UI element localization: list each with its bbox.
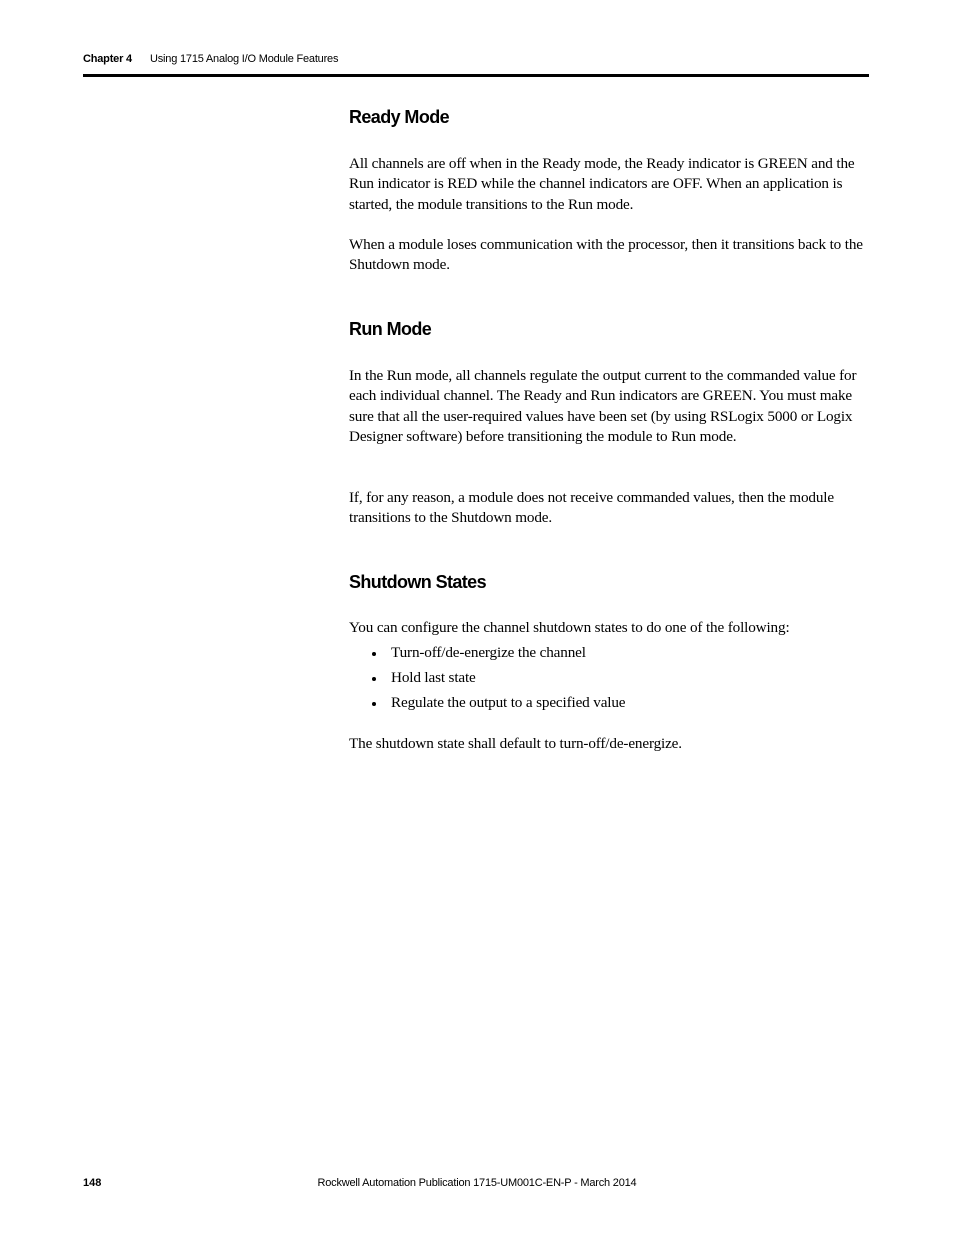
ready-mode-heading: Ready Mode bbox=[349, 107, 450, 127]
shutdown-closing-paragraph: The shutdown state shall default to turn-off/de-energize. bbox=[349, 735, 682, 752]
bullet-icon bbox=[372, 652, 376, 656]
chapter-label: Chapter 4 bbox=[83, 53, 132, 65]
running-header bbox=[83, 53, 339, 65]
list-item: Regulate the output to a specified value bbox=[349, 693, 625, 718]
chapter-title: Using 1715 Analog I/O Module Features bbox=[150, 53, 339, 65]
ready-mode-paragraph-1: All channels are off when in the Ready mode, the Ready indicator is GREEN and the Run indicator is RED while the channel indicators are OFF. When an application is started, the module transitions to the Run mode. bbox=[349, 155, 855, 213]
run-mode-paragraph-1: In the Run mode, all channels regulate the output current to the commanded value for each individual channel. The Ready and Run indicators are GREEN. You must make sure that all the user-required values have been set (by using RSLogix 5000 or Logix Designer software) before transitioning the module to Run mode. bbox=[349, 367, 857, 445]
shutdown-states-heading: Shutdown States bbox=[349, 572, 487, 592]
run-mode-heading: Run Mode bbox=[349, 319, 432, 339]
run-mode-paragraph-2: If, for any reason, a module does not receive commanded values, then the module transitions to the Shutdown mode. bbox=[349, 489, 834, 527]
page-number: 148 bbox=[83, 1177, 102, 1189]
header-rule bbox=[83, 74, 869, 77]
bullet-icon bbox=[372, 702, 376, 706]
publication-footer: Rockwell Automation Publication 1715-UM001C-EN-P - March 2014 bbox=[317, 1177, 637, 1189]
list-item: Turn-off/de-energize the channel bbox=[349, 643, 625, 668]
bullet-icon bbox=[372, 677, 376, 681]
list-item: Hold last state bbox=[349, 668, 625, 693]
ready-mode-paragraph-2: When a module loses communication with the processor, then it transitions back to the Shutdown mode. bbox=[349, 236, 863, 274]
shutdown-options-list bbox=[349, 643, 625, 718]
shutdown-intro-paragraph: You can configure the channel shutdown states to do one of the following: bbox=[349, 619, 790, 636]
